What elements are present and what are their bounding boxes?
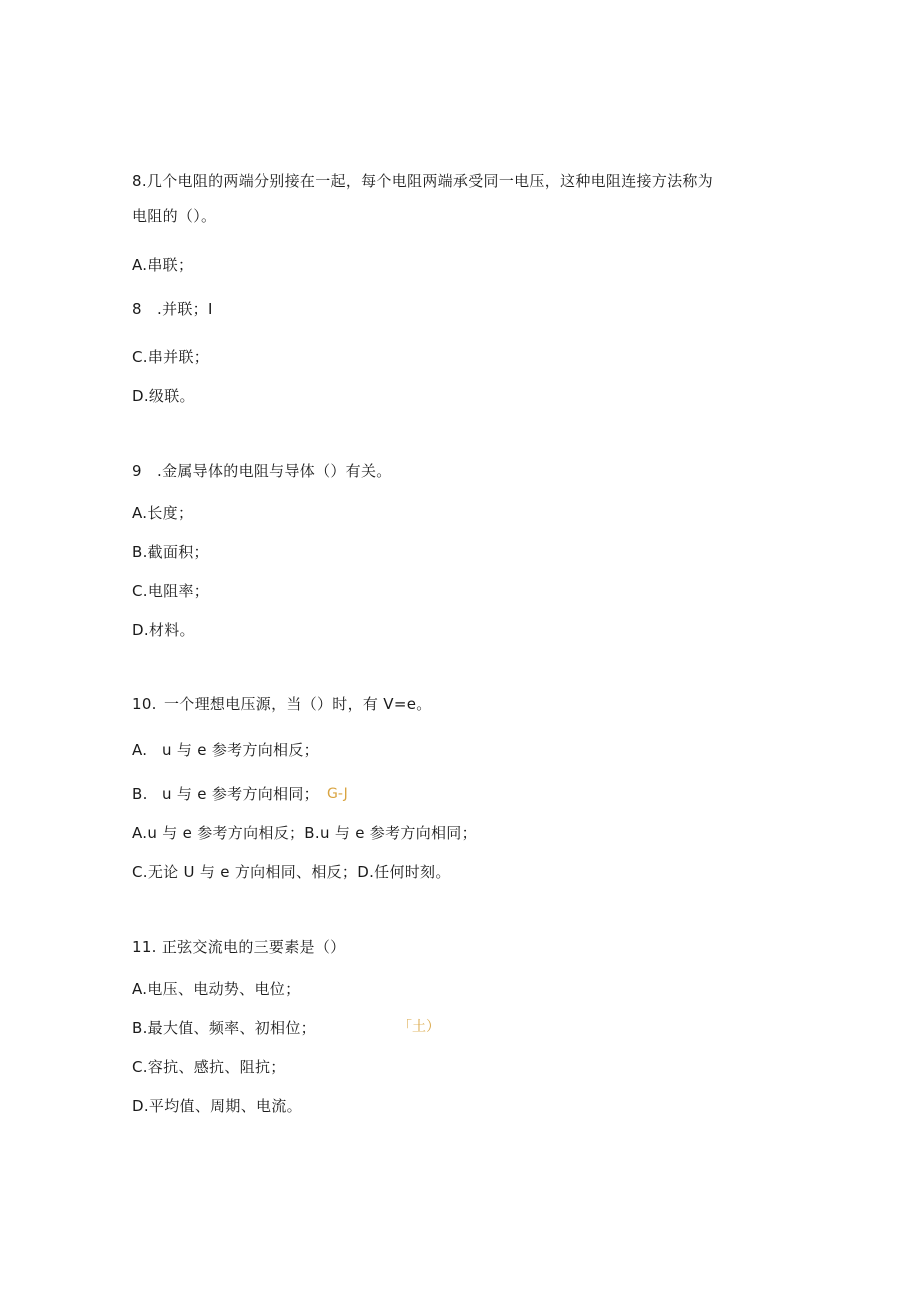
q11-option-d: D.平均值、周期、电流。 bbox=[132, 1097, 302, 1115]
q11-option-a: A.电压、电动势、电位； bbox=[132, 980, 301, 998]
q10-option-b bbox=[132, 784, 319, 804]
q10-option-a bbox=[132, 740, 319, 760]
q10-stem-text: 一个理想电压源，当（）时，有 V=e。 bbox=[164, 695, 432, 713]
q9-option-c: C.电阻率； bbox=[132, 582, 210, 600]
q8-option-b-text: .并联；I bbox=[157, 300, 213, 318]
q8-option-c: C.串并联； bbox=[132, 348, 210, 366]
q9-option-b: B.截面积； bbox=[132, 543, 209, 561]
q10-options-ab: A.u 与 e 参考方向相反；B.u 与 e 参考方向相同； bbox=[132, 824, 477, 842]
q10-option-b-label: B. bbox=[132, 785, 148, 803]
q11-option-c: C.容抗、感抗、阻抗； bbox=[132, 1058, 286, 1076]
q9-option-a: A.长度； bbox=[132, 504, 194, 522]
q8-option-b-number: 8 bbox=[132, 300, 142, 318]
q9-option-d: D.材料。 bbox=[132, 621, 195, 639]
q10-handwritten-mark: G-J bbox=[327, 786, 348, 802]
q11-option-b: B.最大值、频率、初相位； bbox=[132, 1019, 316, 1037]
q8-option-a: A.串联； bbox=[132, 256, 194, 274]
q8-stem-line2: 电阻的（）。 bbox=[132, 207, 217, 225]
q10-number: 10. bbox=[132, 695, 157, 713]
q10-option-a-label: A. bbox=[132, 741, 148, 759]
q10-option-a-text: u 与 e 参考方向相反； bbox=[162, 741, 319, 759]
q10-stem bbox=[132, 694, 432, 714]
q9-number: 9 bbox=[132, 462, 142, 480]
q11-handwritten-mark: 「土） bbox=[398, 1019, 440, 1035]
q9-stem-text: .金属导体的电阻与导体（）有关。 bbox=[157, 462, 392, 480]
q8-stem-line1: 8.几个电阻的两端分别接在一起，每个电阻两端承受同一电压，这种电阻连接方法称为 bbox=[132, 172, 714, 190]
q8-option-d: D.级联。 bbox=[132, 387, 195, 405]
q9-stem bbox=[132, 461, 392, 481]
q10-options-cd: C.无论 U 与 e 方向相同、相反；D.任何时刻。 bbox=[132, 863, 451, 881]
q8-option-b bbox=[132, 299, 213, 319]
q10-option-b-text: u 与 e 参考方向相同； bbox=[162, 785, 319, 803]
q11-stem: 11. 正弦交流电的三要素是（） bbox=[132, 938, 346, 956]
